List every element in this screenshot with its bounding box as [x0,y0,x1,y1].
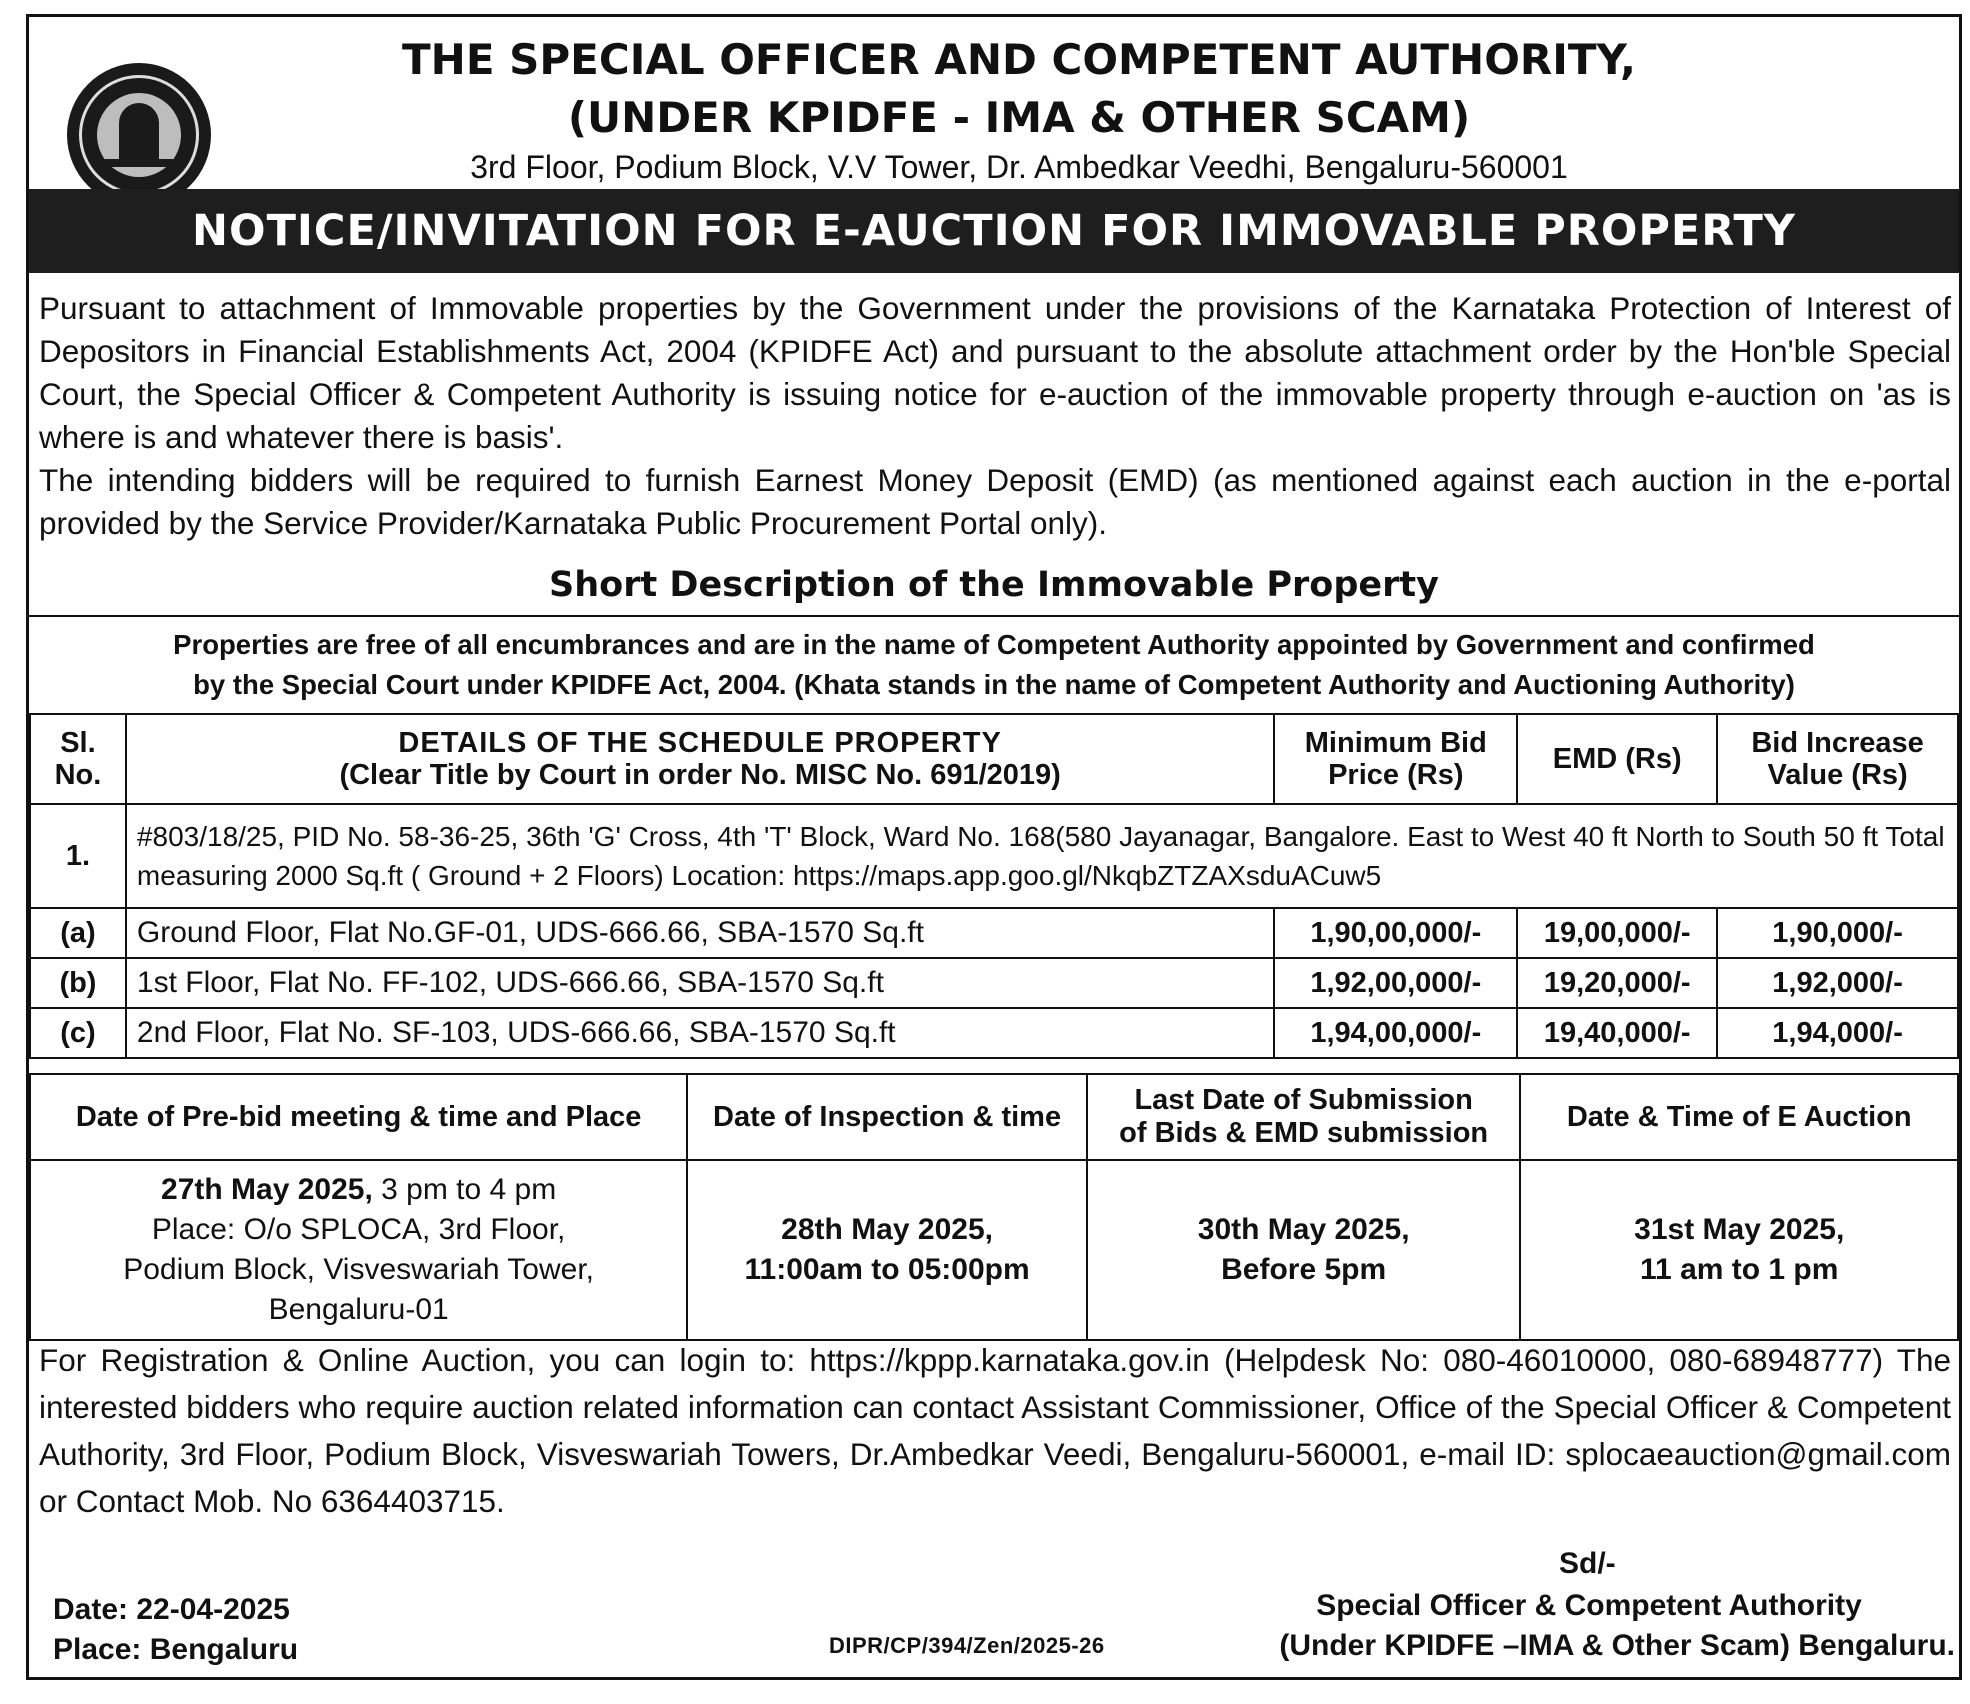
property-table-header [30,714,1958,804]
intro-paragraph-1: Pursuant to attachment of Immovable properties by the Government under the provisions of the Karnataka Protection of Interest of Depositors in Financial Establishments Act, 2004 (KPIDFE Act) and pursuant to the absolute attachment order by the Hon'ble Special Court, the Special Officer & Competent Authority is issuing notice for e-auction of the immovable property through e-auction on 'as is where is and whatever there is basis'. [39,290,1951,455]
table-row [30,804,1958,908]
unit-description: Ground Floor, Flat No.GF-01, UDS-666.66, SBA-1570 Sq.ft [126,908,1274,958]
prebid-place-line-3: Bengaluru-01 [268,1293,449,1326]
property-description: #803/18/25, PID No. 58-36-25, 36th 'G' Cross, 4th 'T' Block, Ward No. 168(580 Jayanagar, Bangalore. East to West 40 ft North to South 50 ft Total measuring 2000 Sq.ft ( Ground + 2 Floors) Location: https://maps.app.goo.gl/NkqbZTZAXsduACuw5 [126,804,1958,908]
unit-min-bid: 1,92,00,000/- [1274,958,1517,1008]
encumbrance-note [29,615,1959,713]
inspection-cell: 28th May 2025, 11:00am to 05:00pm [687,1160,1087,1340]
dates-table-header [30,1074,1958,1160]
unit-bid-increase: 1,94,000/- [1717,1008,1958,1058]
unit-min-bid: 1,94,00,000/- [1274,1008,1517,1058]
unit-bid-increase: 1,90,000/- [1717,908,1958,958]
dipr-reference: DIPR/CP/394/Zen/2025-26 [829,1633,1105,1658]
unit-sl: (c) [30,1008,126,1058]
dates-table [29,1073,1959,1341]
signature-mark: Sd/- [1559,1547,1616,1580]
header-bid-increase: Bid Increase Value (Rs) [1717,714,1958,804]
header-emd: EMD (Rs) [1517,714,1717,804]
unit-min-bid: 1,90,00,000/- [1274,908,1517,958]
auction-notice [26,14,1962,1680]
prebid-cell [30,1160,687,1340]
table-row [30,1160,1958,1340]
signatory-title: Special Officer & Competent Authority [1316,1589,1862,1622]
encumbrance-note-line-2: by the Special Court under KPIDFE Act, 2004. (Khata stands in the name of Competent Authority and Auctioning Authority) [193,669,1795,700]
authority-address: 3rd Floor, Podium Block, V.V Tower, Dr. Ambedkar Veedhi, Bengaluru-560001 [470,149,1568,185]
property-sl: 1. [30,804,126,908]
signatory-subtitle: (Under KPIDFE –IMA & Other Scam) Bengaluru. [1279,1629,1955,1662]
contact-paragraph: For Registration & Online Auction, you can login to: https://kppp.karnataka.gov.in (Helpdesk No: 080-46010000, 080-68948777) The interested bidders who require auction related information can contact Assistant Commissioner, Office of the Special Officer & Competent Authority, 3rd Floor, Podium Block, Visveswariah Towers, Dr.Ambedkar Veedi, Bengaluru-560001, e-mail ID: splocaeauction@gmail.com or Contact Mob. No 6364403715. [39,1342,1951,1519]
encumbrance-note-line-1: Properties are free of all encumbrances and are in the name of Competent Authority appointed by Government and confirmed [173,629,1815,660]
unit-bid-increase: 1,92,000/- [1717,958,1958,1008]
prebid-date: 27th May 2025, [161,1173,373,1206]
authority-title: THE SPECIAL OFFICER AND COMPETENT AUTHORITY, [402,35,1636,84]
unit-sl: (a) [30,908,126,958]
prebid-place-line-1: Place: O/o SPLOCA, 3rd Floor, [151,1213,566,1246]
prebid-place-line-2: Podium Block, Visveswariah Tower, [123,1253,595,1286]
notice-place: Place: Bengaluru [53,1633,299,1666]
property-table [29,713,1959,1059]
notice-header [29,17,1959,189]
header-details: DETAILS OF THE SCHEDULE PROPERTY (Clear Title by Court in order No. MISC No. 691/2019) [126,714,1274,804]
unit-emd: 19,40,000/- [1517,1008,1717,1058]
unit-emd: 19,00,000/- [1517,908,1717,958]
prebid-time: 3 pm to 4 pm [372,1173,557,1206]
auction-cell: 31st May 2025, 11 am to 1 pm [1520,1160,1958,1340]
unit-sl: (b) [30,958,126,1008]
table-row [30,958,1958,1008]
table-row [30,908,1958,958]
header-auction: Date & Time of E Auction [1520,1074,1958,1160]
unit-description: 1st Floor, Flat No. FF-102, UDS-666.66, SBA-1570 Sq.ft [126,958,1274,1008]
notice-date: Date: 22-04-2025 [53,1593,290,1626]
header-submission: Last Date of Submission of Bids & EMD submission [1087,1074,1521,1160]
authority-subtitle: (UNDER KPIDFE - IMA & OTHER SCAM) [567,93,1471,142]
header-sl-no: Sl. No. [30,714,126,804]
intro-text [39,287,1951,545]
intro-paragraph-2: The intending bidders will be required to furnish Earnest Money Deposit (EMD) (as mentioned against each auction in the e-portal provided by the Service Provider/Karnataka Public Procurement Portal only). [39,462,1951,541]
header-min-bid: Minimum Bid Price (Rs) [1274,714,1517,804]
notice-banner: NOTICE/INVITATION FOR E-AUCTION FOR IMMOVABLE PROPERTY [29,189,1959,273]
unit-description: 2nd Floor, Flat No. SF-103, UDS-666.66, SBA-1570 Sq.ft [126,1008,1274,1058]
government-seal-icon [67,63,211,207]
submission-cell: 30th May 2025, Before 5pm [1087,1160,1521,1340]
header-inspection: Date of Inspection & time [687,1074,1087,1160]
header-prebid: Date of Pre-bid meeting & time and Place [30,1074,687,1160]
table-row [30,1008,1958,1058]
unit-emd: 19,20,000/- [1517,958,1717,1008]
short-description-heading: Short Description of the Immovable Property [549,565,1439,605]
